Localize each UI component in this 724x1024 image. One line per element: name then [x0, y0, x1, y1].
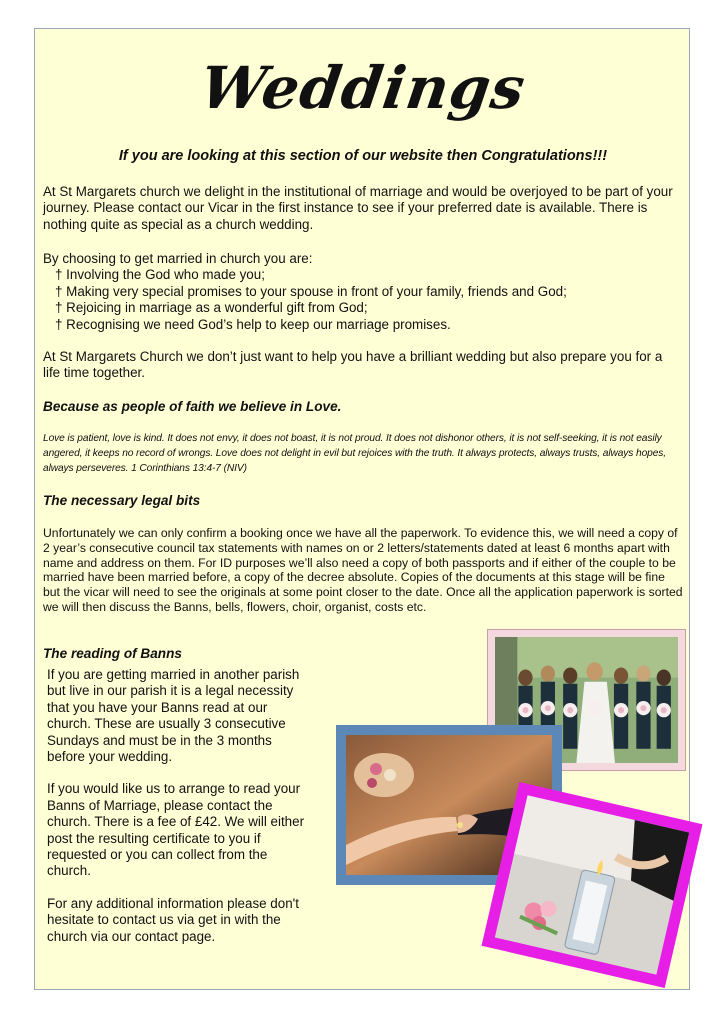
banns-heading: The reading of Banns [43, 646, 182, 661]
list-item: † Rejoicing in marriage as a wonderful gift from God; [55, 300, 368, 316]
list-item: † Involving the God who made you; [55, 267, 265, 283]
banns-paragraph-1: If you are getting married in another parish but live in our parish it is a legal necessity that you have your Banns read at our church. These are usually 3 consecutive Sundays and must be in the 3 months before your wedding. [47, 667, 300, 765]
unity-candle-photo [482, 782, 703, 988]
banns-section [47, 667, 309, 961]
choosing-intro: By choosing to get married in church you are: [43, 251, 313, 266]
prepare-paragraph: At St Margarets Church we don’t just want to help you have a brilliant wedding but also prepare you for a life time together. [43, 349, 663, 381]
intro-paragraph: At St Margarets church we delight in the institutional of marriage and would be overjoyed to be part of your journey. Please contact our Vicar in the first instance to see if your preferred date is available. There is nothing quite as special as a church wedding. [43, 184, 673, 232]
wedding-page [34, 28, 690, 990]
love-quote: Love is patient, love is kind. It does not envy, it does not boast, it is not proud. It does not dishonor others, it is not self-seeking, it is not easily angered, it keeps no record of wrongs. Love does not delight in evil but rejoices with the truth. It always protects, always trusts, always hopes, always perseveres. 1 Corinthians 13:4-7 (NIV) [43, 433, 667, 474]
list-item: † Making very special promises to your spouse in front of your family, friends and God; [55, 283, 567, 299]
legal-paragraph: Unfortunately we can only confirm a booking once we have all the paperwork. To evidence this, we will need a copy of 2 year’s consecutive council tax statements with names on or 2 letters/statements dated at least 6 months apart with name and address on them. For ID purposes we’ll also need a copy of both passports and if either of the couple to be married have been married before, a copy of the decree absolute. Copies of the documents at this stage will be fine but the vicar will need to see the originals at some point closer to the date. Once all the application paperwork is sorted we will then discuss the Banns, bells, flowers, choir, organist, costs etc. [43, 526, 683, 614]
page-title: Weddings [196, 54, 530, 122]
choosing-section [43, 251, 673, 333]
choosing-list [43, 267, 673, 333]
banns-paragraph-3: For any additional information please don't hesitate to contact us via get in with the church via our contact page. [47, 895, 299, 944]
love-heading: Because as people of faith we believe in Love. [43, 399, 342, 414]
banns-paragraph-2: If you would like us to arrange to read your Banns of Marriage, please contact the church. There is a fee of £42. We will either post the resulting certificate to you if requested or you can collect from the church. [47, 781, 305, 879]
list-item: † Recognising we need God’s help to keep our marriage promises. [55, 316, 451, 332]
legal-heading: The necessary legal bits [43, 493, 201, 508]
congratulations-subtitle: If you are looking at this section of our website then Congratulations!!! [118, 148, 608, 164]
